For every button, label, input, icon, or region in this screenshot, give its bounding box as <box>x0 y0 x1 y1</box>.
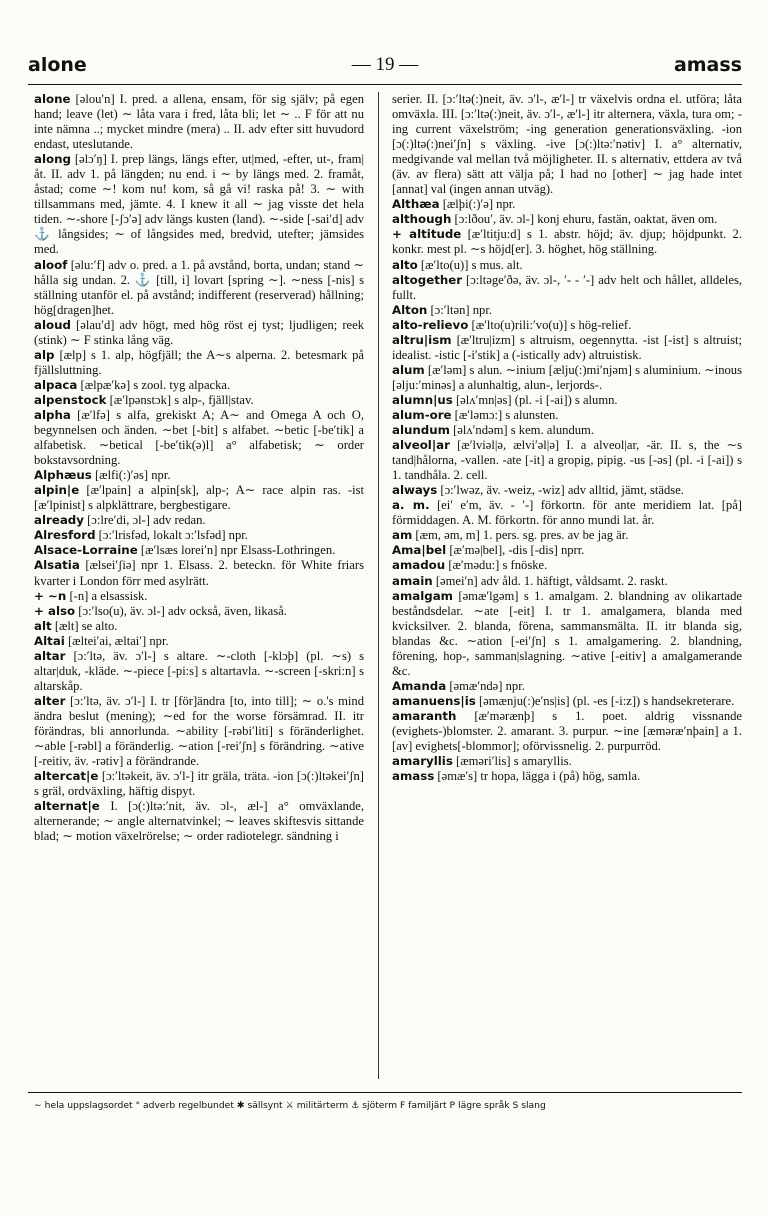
entry-definition: [ɔ:′lwəz, äv. -weiz, -wiz] adv alltid, jämt, städse. <box>440 483 684 498</box>
entry-definition: [ɔ:ltəge′ðə, äv. ɔl-, ′- - ′-] adv helt och hållet, alldeles, fullt. <box>392 272 742 302</box>
entry-headword: amain <box>392 573 433 588</box>
entry-definition: [æm, əm, m] 1. pers. sg. pres. av be jag är. <box>415 528 629 543</box>
footer-rule <box>28 1092 742 1093</box>
dictionary-entry <box>392 408 742 423</box>
entry-definition: [-n] a elsassisk. <box>69 588 148 603</box>
dictionary-entry <box>34 543 364 558</box>
dictionary-entry <box>392 212 742 227</box>
entry-definition: [æ′ltitju:d] s 1. abstr. höjd; äv. djup; höjdpunkt. 2. konkr. mest pl. ∼s höjd[er]. 3. höghet, hög ställning. <box>392 227 742 257</box>
entry-definition: [æ′lviəl|ə, ælvi′əl|ə] I. a alveol|ar, -är. II. s, the ∼s tand|hålorna, -vallen. -ate [-it] a gropig, pipig. -us [-əs] (pl. -i [-ai]) s 1. tandhåla. 2. cell. <box>392 438 742 483</box>
entry-headword: altogether <box>392 272 463 287</box>
entry-definition: [ɔ:′ltəkeit, äv. ɔ′l-] itr gräla, träta. -ion [ɔ(:)ltəkei′ʃn] s gräl, ordväxling, häftig dispyt. <box>34 769 364 799</box>
entry-headword: + also <box>34 603 76 618</box>
column-divider <box>378 92 379 1079</box>
entry-headword: alto-relievo <box>392 317 469 332</box>
dictionary-entry <box>392 227 742 257</box>
dictionary-entry <box>392 197 742 212</box>
entry-definition: [əlɔ′ŋ] I. prep längs, längs efter, ut|med, -efter, ut-, fram|åt. II. adv 1. på längden; nu end. i ∼ by längs med. 2. framåt, åstad; come ∼! kom nu! kom, så gå vi! raska på! 3. ∼ with tillsammans med, jämte. 4. I knew it all ∼ jag visste det hela tiden. ∼-shore [-ʃɔ′ə] adv längs kusten (land). ∼-side [-sai′d] adv ⚓ långsides; ∼ of långsides med, bredvid, utefter; jämsides med. <box>34 152 364 257</box>
page-header <box>28 54 742 80</box>
dictionary-entry <box>392 303 742 318</box>
dictionary-entry <box>34 468 364 483</box>
dictionary-entry <box>392 423 742 438</box>
entry-headword: alone <box>34 92 71 106</box>
entry-headword: altar <box>34 648 66 663</box>
entry-definition: [æ′lto(u)] s mus. alt. <box>420 257 523 272</box>
entry-definition: [əlʌ′mn|əs] (pl. -i [-ai]) s alumn. <box>455 392 618 407</box>
entry-headword: already <box>34 513 84 528</box>
entry-definition: [ælpæ′kə] s zool. tyg alpacka. <box>80 377 231 392</box>
entry-definition: [ælt] se alto. <box>54 618 118 633</box>
entry-headword: aloud <box>34 317 71 332</box>
entry-headword: although <box>392 212 452 227</box>
entry-definition: [ei′ e′m, äv. - ′-] förkortn. för ante meridiem lat. [på] förmiddagen. A. M. förkortn. för anno mundi lat. år. <box>392 498 742 528</box>
entry-headword: along <box>34 152 71 167</box>
dictionary-entry <box>392 543 742 558</box>
entry-definition: [əmæ′lgəm] s 1. amalgam. 2. blandning av olikartade beståndsdelar. ∼ate [-eit] I. tr 1. amalgamera, blanda med kvicksilver. 2. blanda, förena, sammansmälta. II. itr blanda sig, blandas &c. ∼ation [-ei′ʃn] s 1. amalgamering. 2. blandning, förening, hop-, samman|slagning. ∼ative [-eitiv] a amalgamerande &c. <box>392 588 742 678</box>
dictionary-entry <box>34 393 364 408</box>
running-head-right: amass <box>673 54 742 76</box>
dictionary-entry <box>34 694 364 769</box>
entry-headword: alt <box>34 618 52 633</box>
entry-headword: amaryllis <box>392 754 453 769</box>
entry-headword: alum <box>392 362 425 377</box>
dictionary-entry <box>34 258 364 318</box>
entry-headword: Amanda <box>392 678 447 693</box>
entry-headword: alto <box>392 257 418 272</box>
entry-headword: Alresford <box>34 528 96 543</box>
dictionary-entry <box>392 528 742 543</box>
dictionary-entry <box>34 348 364 378</box>
entry-definition: [əlou′n] I. pred. a allena, ensam, för sig själv; på egen hand; leave (let) ∼ låta vara i fred, låta bli; let ∼ .. F för att nu inte nämna ..; mycket mindre (mera) .. II. adv efter sitt huvudord endast, uteslutande. <box>34 92 364 152</box>
entry-headword: amalgam <box>392 588 453 603</box>
header-rule <box>28 84 742 85</box>
dictionary-entry <box>392 769 742 784</box>
entry-headword: amaranth <box>392 708 457 723</box>
dictionary-entry <box>392 92 742 197</box>
dictionary-entry <box>392 363 742 393</box>
entry-headword: a. m. <box>392 498 430 513</box>
dictionary-entry <box>392 258 742 273</box>
entry-definition: [ɔ:′ltə, äv. ɔ′l-] I. tr [för]ändra [to, into till]; ∼ o.'s mind ändra beslut (mening); ∼ed for the worse försämrad. II. itr förändras, bli annorlunda. ∼ability [-rəbi′liti] s föränderlighet. ∼able [-rəbl] a föränderlig. ∼ation [-rei′ʃn] s förändring. ∼ative [-reitiv, äv. -rətiv] a förändrande. <box>34 693 364 769</box>
entry-headword: alpha <box>34 407 71 422</box>
dictionary-entry <box>392 574 742 589</box>
dictionary-entry <box>34 318 364 348</box>
entry-headword: amass <box>392 769 435 784</box>
entry-headword: alpaca <box>34 377 78 392</box>
entry-definition: [æ′ləmɔ:] s alunsten. <box>454 407 559 422</box>
entry-headword: alpin|e <box>34 483 80 498</box>
entry-definition: [æ′mərænþ] s 1. poet. aldrig vissnande (evighets-)blomster. 2. amarant. 3. purpur. ∼ine [æməræ′nþain] a 1. [av] evighets[-blommor]; oförvissnelig. 2. purpurröd. <box>392 708 742 754</box>
entry-definition: [əmæ′ndə] npr. <box>449 678 525 693</box>
entry-headword: alter <box>34 693 66 708</box>
dictionary-entry <box>34 152 364 257</box>
entry-definition: [əmei′n] adv åld. 1. häftigt, våldsamt. 2. raskt. <box>435 573 668 588</box>
entry-definition: [əmænju(:)e′ns|is] (pl. -es [-i:z]) s handsekreterare. <box>478 693 735 708</box>
dictionary-entry <box>34 604 364 619</box>
entry-headword: am <box>392 528 413 543</box>
entry-headword: + ∼n <box>34 588 67 603</box>
dictionary-entry <box>34 92 364 152</box>
entry-definition: [əlʌ′ndəm] s kem. alundum. <box>453 423 594 438</box>
dictionary-entry <box>34 619 364 634</box>
dictionary-entry <box>392 589 742 679</box>
entry-headword: alpenstock <box>34 392 107 407</box>
entry-definition: [æltei′ai, æltai′] npr. <box>67 633 169 648</box>
dictionary-entry <box>392 318 742 333</box>
entry-headword: altercat|e <box>34 769 99 784</box>
dictionary-entry <box>392 483 742 498</box>
entry-definition: [ælp] s 1. alp, högfjäll; the A∼s alperna. 2. betesmark på fjällsluttning. <box>34 347 364 377</box>
entry-headword: Alsatia <box>34 558 80 573</box>
entry-definition: [æ′lfə] s alfa, grekiskt A; A∼ and Omega A och O, begynnelsen och änden. ∼bet [-bit] s alfabet. ∼betic [-be′tik] a alfabetisk. ∼betical [-be′tik(ə)l] a° alfabetisk; ∼ order bokstavsordning. <box>34 407 364 468</box>
dictionary-entry <box>392 694 742 709</box>
dictionary-entry <box>34 513 364 528</box>
dictionary-entry <box>392 558 742 573</box>
entry-headword: Alphæus <box>34 468 92 483</box>
entry-definition: [əmæ′s] tr hopa, lägga i (på) hög, samla. <box>437 769 641 784</box>
entry-definition: [æ′lpain] a alpin[sk], alp-; A∼ race alpin ras. -ist [æ′lpinist] s alpklättrare, bergbestigare. <box>34 483 364 513</box>
entry-headword: alternat|e <box>34 799 100 814</box>
entry-definition: [æ′lto(u)rili:′vo(u)] s hög-relief. <box>471 317 632 332</box>
dictionary-entry <box>392 393 742 408</box>
entry-headword: alveol|ar <box>392 438 450 453</box>
entry-headword: Althæa <box>392 197 440 212</box>
entry-headword: amanuens|is <box>392 693 476 708</box>
dictionary-entry <box>392 679 742 694</box>
running-head-left: alone <box>28 54 87 76</box>
entry-definition: I. [ɔ(:)ltə:′nit, äv. ɔl-, æl-] a° omväxlande, alternerande; ∼ angle alternatvinkel; ∼ leaves skiftesvis sittande blad; ∼ motion växelrörelse; ∼ order radiotelegr. sändning i <box>34 799 364 844</box>
dictionary-entry <box>392 754 742 769</box>
entry-definition: [æ′ltru|izm] s altruism, oegennytta. -ist [-ist] s altruist; idealist. -istic [-i′stik] a (-istically adv) altruistisk. <box>392 332 742 362</box>
entry-definition: [æ′mə|bel], -dis [-dis] nprr. <box>449 543 585 558</box>
entry-headword: alum-ore <box>392 407 452 422</box>
dictionary-entry <box>34 558 364 588</box>
dictionary-entry <box>34 589 364 604</box>
entry-definition: [ælsei′ʃiə] npr 1. Elsass. 2. beteckn. för White friars kvarter i London förr med asylrätt. <box>34 558 364 588</box>
dictionary-entry <box>34 799 364 844</box>
dictionary-entry <box>34 378 364 393</box>
entry-headword: aloof <box>34 257 68 272</box>
entry-definition: [æ′ləm] s alun. ∼inium [ælju(:)mi′njəm] s aluminium. ∼inous [əlju:′minəs] a alunhaltig, alun-, lerjords-. <box>392 362 742 392</box>
abbreviation-legend: ∼ hela uppslagsordet ° adverb regelbundet ✱ sällsynt ⚔ militärterm ⚓ sjöterm F familjärt P lägre språk S slang <box>34 1100 546 1111</box>
entry-definition: [ɔ:′ltə, äv. ɔ′l-] s altare. ∼-cloth [-klɔþ] (pl. ∼s) s altar|duk, -kläde. ∼-piece [-pi:s] s altartavla. ∼-screen [-skri:n] s altarskåp. <box>34 648 364 693</box>
entry-definition: [æ′mədu:] s fnöske. <box>448 558 548 573</box>
entry-definition: [ælþi(:)′ə] npr. <box>442 197 516 212</box>
dictionary-entry <box>392 498 742 528</box>
entry-definition: serier. II. [ɔ:′ltə(:)neit, äv. ɔ′l-, æ′l-] tr växelvis ordna el. utföra; låta omväxla. III. [ɔ:′ltə(:)neit, äv. ɔ′l-, æ′l-] itr alternera, växla, tura om; -ing current växelström; -ing generation generationsväxling. -ion [ɔ(:)ltə(:)nei′ʃn] s växling. -ive [ɔ(:)ltə:′nətiv] I. a° alternativ, medgivande val mellan två möjligheter. II. s alternativ, ettdera av två (äv. av flera) sätt att välja på; I had no [other] ∼ jag hade intet [annat] val (ingen annan utväg). <box>392 92 742 197</box>
entry-definition: [æməri′lis] s amaryllis. <box>456 754 572 769</box>
entry-headword: Alton <box>392 302 428 317</box>
dictionary-entry <box>34 769 364 799</box>
entry-headword: alumn|us <box>392 392 453 407</box>
dictionary-entry <box>34 483 364 513</box>
entry-definition: [ɔ:lðou′, äv. ɔl-] konj ehuru, fastän, oaktat, även om. <box>454 212 718 227</box>
entry-definition: [æ′lpənstɔk] s alp-, fjäll|stav. <box>109 392 254 407</box>
entry-headword: Ama|bel <box>392 543 447 558</box>
entry-headword: alp <box>34 347 55 362</box>
entry-definition: [əlu:′f] adv o. pred. a 1. på avstånd, borta, undan; stand ∼ hålla sig undan. 2. ⚓ [till, i] lovart [spring ∼]. ∼ness [-nis] s ställning utanför el. på avstånd; indifferent (reserverad) hållning; hög[dragen]het. <box>34 257 364 317</box>
dictionary-entry <box>34 649 364 694</box>
entry-headword: Altai <box>34 633 65 648</box>
page-number: — 19 — <box>351 54 419 75</box>
right-column <box>392 92 742 784</box>
entry-definition: [ɔ:′lso(u), äv. ɔl-] adv också, även, likaså. <box>78 603 287 618</box>
dictionary-entry <box>392 438 742 483</box>
entry-headword: altru|ism <box>392 332 452 347</box>
entry-definition: [ɔ:lre′di, ɔl-] adv redan. <box>87 513 206 528</box>
entry-headword: Alsace-Lorraine <box>34 543 138 558</box>
entry-definition: [ɔ:′ltən] npr. <box>430 302 492 317</box>
entry-headword: amadou <box>392 558 446 573</box>
dictionary-entry <box>392 333 742 363</box>
entry-definition: [əlau′d] adv högt, med hög röst ej tyst; ljudligen; reek (stink) ∼ F stinka lång väg. <box>34 317 364 347</box>
dictionary-entry <box>392 273 742 303</box>
dictionary-entry <box>392 709 742 754</box>
dictionary-entry <box>34 408 364 468</box>
entry-headword: + altitude <box>392 227 462 242</box>
entry-headword: alundum <box>392 423 450 438</box>
entry-definition: [ælfi(:)′əs] npr. <box>94 468 171 483</box>
entry-headword: always <box>392 483 438 498</box>
entry-definition: [æ′lsæs lorei′n] npr Elsass-Lothringen. <box>140 543 336 558</box>
dictionary-entry <box>34 634 364 649</box>
entry-definition: [ɔ:′lrisfəd, lokalt ɔ:′lsfəd] npr. <box>98 528 248 543</box>
dictionary-entry <box>34 528 364 543</box>
left-column <box>34 92 364 844</box>
